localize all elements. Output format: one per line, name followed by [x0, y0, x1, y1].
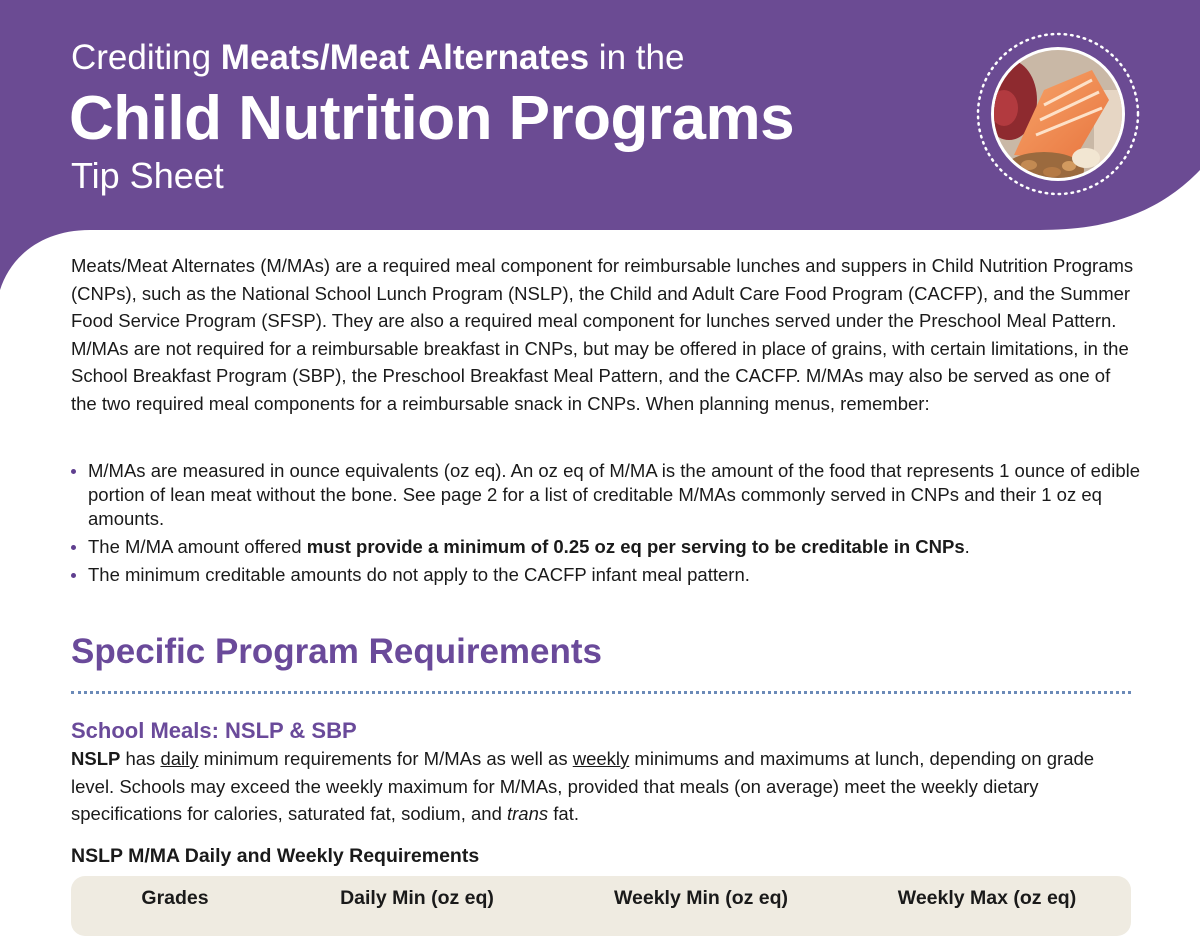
- nslp-paragraph: NSLP has daily minimum requirements for M/MAs as well as weekly minimums and maximums at lunch, depending on grade level. Schools may exceed the weekly maximum for M/MAs, provided that meals (on average) meet the weekly dietary specifications for calories, saturated fat, sodium, and trans fat.: [71, 748, 1095, 824]
- requirements-list: [71, 459, 1141, 591]
- column-header-grades: Grades: [141, 887, 209, 909]
- list-item: The minimum creditable amounts do not apply to the CACFP infant meal pattern.: [71, 563, 1141, 587]
- dotted-divider: [71, 691, 1131, 694]
- page-title: Child Nutrition Programs: [69, 84, 795, 153]
- column-header-daily-min: Daily Min (oz eq): [340, 887, 494, 909]
- table-header-row: [71, 876, 1131, 936]
- list-item: The M/MA amount offered must provide a minimum of 0.25 oz eq per serving to be creditable in CNPs.: [71, 535, 1141, 559]
- column-header-weekly-min: Weekly Min (oz eq): [613, 887, 789, 909]
- intro-paragraph: Meats/Meat Alternates (M/MAs) are a required meal component for reimbursable lunches and suppers in Child Nutrition Programs (CNPs), such as the National School Lunch Program (NSLP), the Child and Adult Care Food Program (CACFP), and the Summer Food Service Program (SFSP). They are also a required meal component for lunches served under the Preschool Meal Pattern. M/MAs are not required for a reimbursable breakfast in CNPs, but may be offered in place of grains, with certain limitations, in the School Breakfast Program (SBP), the Preschool Breakfast Meal Pattern, and the CACFP. M/MAs may also be served as one of the two required meal components for a reimbursable snack in CNPs. When planning menus, remember:: [71, 255, 1134, 414]
- bullet-icon: [71, 469, 76, 474]
- list-item: M/MAs are measured in ounce equivalents (oz eq). An oz eq of M/MA is the amount of the food that represents 1 ounce of edible portion of lean meat without the bone. See page 2 for a list of creditable M/MAs commonly served in CNPs and their 1 oz eq amounts.: [71, 459, 1141, 531]
- column-header-weekly-max: Weekly Max (oz eq): [897, 887, 1077, 909]
- subsection-heading: School Meals: NSLP & SBP: [71, 718, 357, 743]
- bullet-icon: [71, 573, 76, 578]
- bullet-icon: [71, 545, 76, 550]
- protein-foods-photo: [974, 30, 1142, 198]
- page-subtitle: Tip Sheet: [71, 155, 224, 196]
- section-heading: Specific Program Requirements: [71, 632, 602, 671]
- table-title: NSLP M/MA Daily and Weekly Requirements: [71, 845, 480, 867]
- title-line-1: Crediting Meats/Meat Alternates in the: [71, 38, 685, 77]
